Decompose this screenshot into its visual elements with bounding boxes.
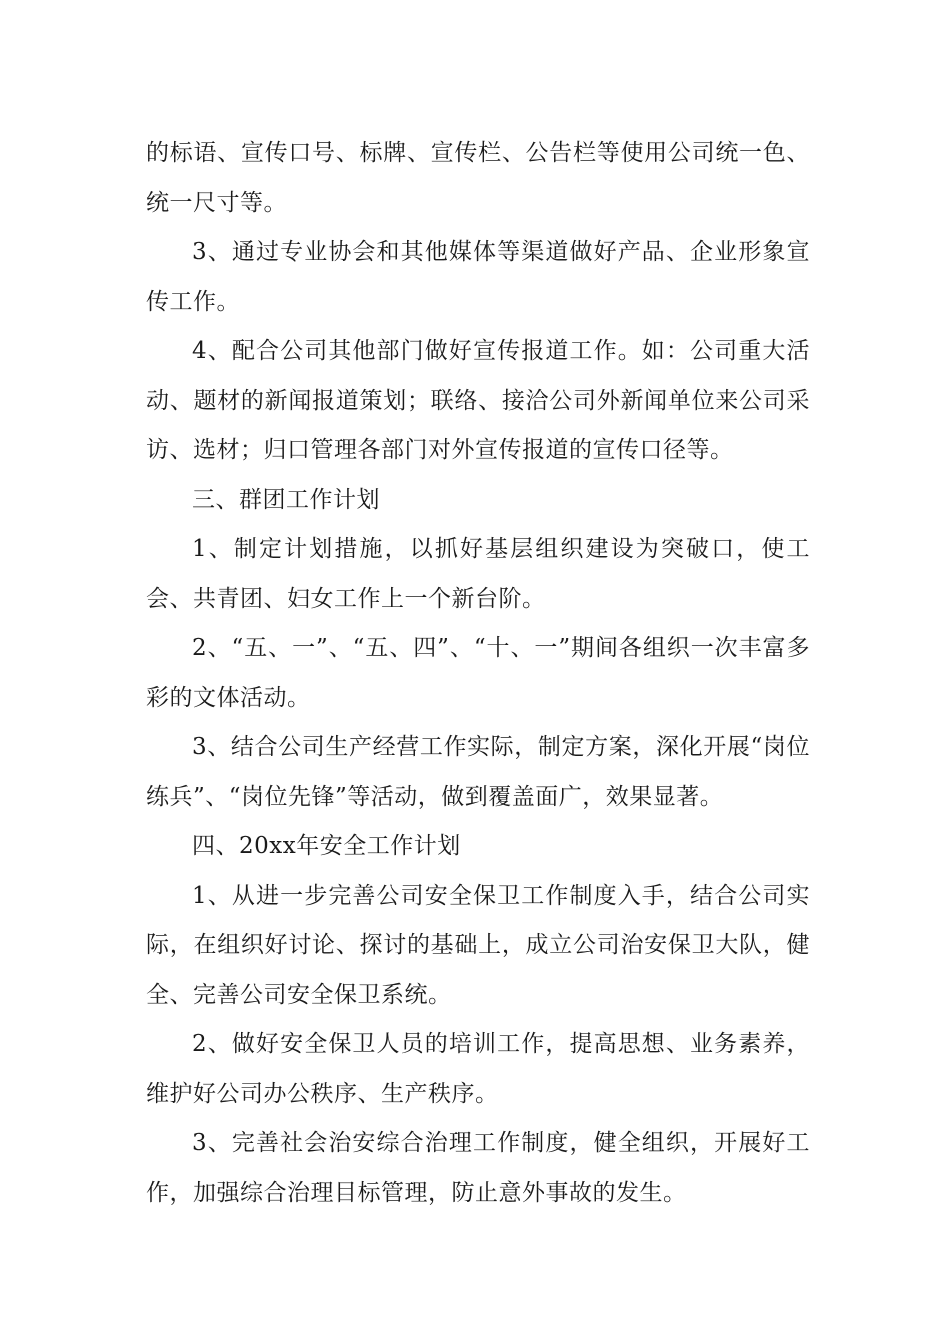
paragraph-safety-item-1: 1、从进一步完善公司安全保卫工作制度入手，结合公司实际，在组织好讨论、探讨的基础上，成立公司治安保卫大队，健全、完善公司安全保卫系统。 — [146, 882, 810, 1008]
paragraph-safety-item-2: 2、做好安全保卫人员的培训工作，提高思想、业务素养，维护好公司办公秩序、生产秩序。 — [146, 1031, 810, 1107]
paragraph-publicity-item-4: 4、配合公司其他部门做好宣传报道工作。如：公司重大活动、题材的新闻报道策划；联络、接洽公司外新闻单位来公司采访、选材；归口管理各部门对外宣传报道的宣传口径等。 — [146, 338, 810, 463]
paragraph-group-item-1: 1、制定计划措施，以抓好基层组织建设为突破口，使工会、共青团、妇女工作上一个新台阶。 — [146, 536, 810, 612]
paragraph-continuation: 的标语、宣传口号、标牌、宣传栏、公告栏等使用公司统一色、统一尺寸等。 — [146, 140, 810, 216]
section-heading-group-work: 三、群团工作计划 — [192, 486, 380, 513]
paragraph-group-item-2: 2、“五、一”、“五、四”、“十、一”期间各组织一次丰富多彩的文体活动。 — [146, 635, 810, 711]
paragraph-group-item-3: 3、结合公司生产经营工作实际，制定方案，深化开展“岗位练兵”、“岗位先锋”等活动，做到覆盖面广，效果显著。 — [146, 734, 810, 810]
document-body — [146, 129, 810, 1218]
paragraph-safety-item-3: 3、完善社会治安综合治理工作制度，健全组织，开展好工作，加强综合治理目标管理，防止意外事故的发生。 — [146, 1130, 810, 1206]
section-heading-safety-work: 四、20xx年安全工作计划 — [192, 833, 461, 859]
paragraph-publicity-item-3: 3、通过专业协会和其他媒体等渠道做好产品、企业形象宣传工作。 — [146, 239, 810, 315]
